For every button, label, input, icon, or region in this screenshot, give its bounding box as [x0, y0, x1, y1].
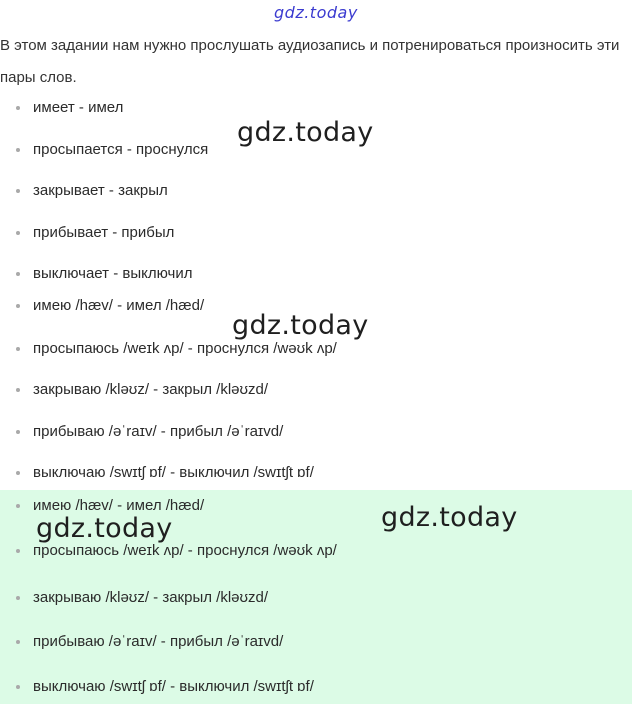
- bullet-icon: [16, 640, 20, 644]
- list-item-text: выключает - выключил: [33, 265, 193, 282]
- bullet-icon: [16, 549, 20, 553]
- list-item-text: прибываю /əˈraɪv/ - прибыл /əˈraɪvd/: [33, 633, 284, 650]
- list-item-text: закрывает - закрыл: [33, 182, 168, 199]
- list-item-text: выключаю /swɪtʃ ɒf/ - выключил /swɪtʃt ɒf/: [33, 678, 314, 695]
- list-item-text: закрываю /kləʊz/ - закрыл /kləʊzd/: [33, 589, 269, 606]
- bullet-icon: [16, 430, 20, 434]
- watermark: gdz.today: [36, 513, 173, 544]
- watermark: gdz.today: [232, 310, 369, 341]
- bullet-icon: [16, 471, 20, 475]
- list-item-text: имеет - имел: [33, 99, 124, 116]
- bullet-icon: [16, 189, 20, 193]
- site-logo[interactable]: gdz.today: [274, 3, 358, 22]
- bullet-icon: [16, 685, 20, 689]
- bullet-icon: [16, 106, 20, 110]
- bullet-icon: [16, 504, 20, 508]
- bullet-icon: [16, 231, 20, 235]
- list-item-text: просыпаюсь /weɪk ʌp/ - проснулся /wəʊk ʌp/: [33, 340, 337, 357]
- list-item-text: просыпаюсь /weɪk ʌp/ - проснулся /wəʊk ʌp/: [33, 542, 337, 559]
- list-item-text: имею /hæv/ - имел /hæd/: [33, 497, 205, 514]
- watermark: gdz.today: [381, 502, 518, 533]
- bullet-icon: [16, 304, 20, 308]
- list-item-text: закрываю /kləʊz/ - закрыл /kləʊzd/: [33, 381, 269, 398]
- list-item-text: прибываю /əˈraɪv/ - прибыл /əˈraɪvd/: [33, 423, 284, 440]
- bullet-icon: [16, 596, 20, 600]
- list-item-text: имею /hæv/ - имел /hæd/: [33, 297, 205, 314]
- bullet-icon: [16, 272, 20, 276]
- task-intro-text: В этом задании нам нужно прослушать аудиозапись и потренироваться произносить эти пары слов.: [0, 37, 620, 86]
- watermark: gdz.today: [237, 117, 374, 148]
- list-item-text: выключаю /swɪtʃ ɒf/ - выключил /swɪtʃt ɒf/: [33, 464, 314, 481]
- bullet-icon: [16, 347, 20, 351]
- list-item-text: прибывает - прибыл: [33, 224, 175, 241]
- bullet-icon: [16, 388, 20, 392]
- bullet-icon: [16, 148, 20, 152]
- list-item-text: просыпается - проснулся: [33, 141, 209, 158]
